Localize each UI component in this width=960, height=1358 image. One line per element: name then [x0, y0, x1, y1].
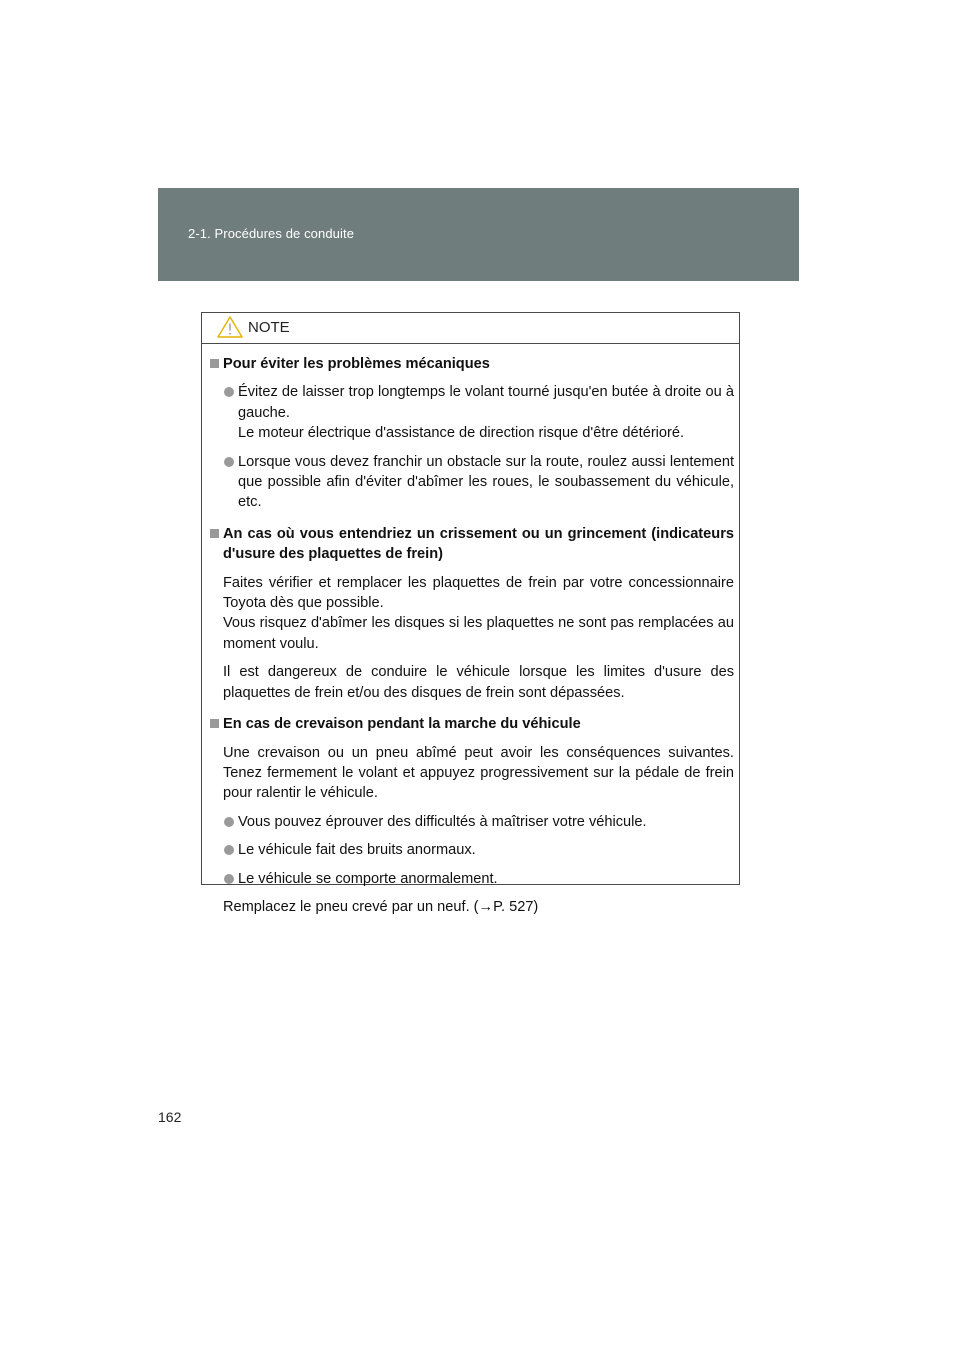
- list-item: [210, 840, 734, 860]
- section-heading: [210, 714, 734, 734]
- circle-bullet-icon: [224, 387, 234, 397]
- page-number: 162: [158, 1109, 182, 1125]
- section-heading-text: En cas de crevaison pendant la marche du véhicule: [223, 716, 581, 733]
- list-item-text: Lorsque vous devez franchir un obstacle sur la route, roulez aussi lentement que possible afin d'éviter d'abîmer les roues, le soubassement du véhicule, etc.: [238, 453, 734, 511]
- list-item-text: Le véhicule se comporte anormalement.: [238, 870, 498, 887]
- paragraph: [210, 573, 734, 655]
- circle-bullet-icon: [224, 874, 234, 884]
- list-item-text: Vous pouvez éprouver des difficultés à maîtriser votre véhicule.: [238, 813, 647, 830]
- section-heading-text: An cas où vous entendriez un crissement ou un grincement (indicateurs d'usure des plaquettes de frein): [223, 525, 734, 563]
- section-heading-text: Pour éviter les problèmes mécaniques: [223, 356, 490, 372]
- paragraph: [210, 743, 734, 804]
- list-item: [210, 452, 734, 513]
- list-item-text: Le moteur électrique d'assistance de direction risque d'être détérioré.: [238, 425, 685, 442]
- section-heading: [210, 524, 734, 565]
- list-item-text: Le véhicule fait des bruits anormaux.: [238, 842, 476, 859]
- paragraph: [210, 662, 734, 703]
- warning-triangle-icon: [216, 315, 244, 339]
- note-label: NOTE: [248, 319, 290, 336]
- section-title: 2-1. Procédures de conduite: [188, 226, 355, 241]
- paragraph-text: Faites vérifier et remplacer les plaquettes de frein par votre concessionnaire Toyota dès que possible.: [223, 574, 734, 612]
- circle-bullet-icon: [224, 845, 234, 855]
- note-body: [202, 344, 739, 917]
- list-item: [210, 869, 734, 889]
- list-item: [210, 382, 734, 443]
- section-heading: [210, 354, 734, 374]
- note-box: [201, 312, 740, 915]
- square-bullet-icon: [210, 529, 219, 538]
- paragraph: [210, 897, 734, 917]
- paragraph-text: Il est dangereux de conduire le véhicule lorsque les limites d'usure des plaquettes de frein et/ou des disques de frein sont dépassées.: [223, 664, 734, 701]
- section-header-band: [158, 188, 799, 281]
- list-item: [210, 812, 734, 832]
- note-header: [202, 313, 739, 344]
- square-bullet-icon: [210, 719, 219, 728]
- paragraph-text: Vous risquez d'abîmer les disques si les plaquettes ne sont pas remplacées au moment voulu.: [223, 615, 734, 652]
- list-item-text: Évitez de laisser trop longtemps le volant tourné jusqu'en butée à droite ou à gauche.: [238, 384, 734, 421]
- circle-bullet-icon: [224, 457, 234, 467]
- page-reference-text: Remplacez le pneu crevé par un neuf. (→P. 527): [223, 898, 539, 915]
- circle-bullet-icon: [224, 817, 234, 827]
- paragraph-text: Une crevaison ou un pneu abîmé peut avoir les conséquences suivantes. Tenez fermement le volant et appuyez progressivement sur la pédale de frein pour ralentir le véhicule.: [223, 744, 734, 802]
- square-bullet-icon: [210, 359, 219, 368]
